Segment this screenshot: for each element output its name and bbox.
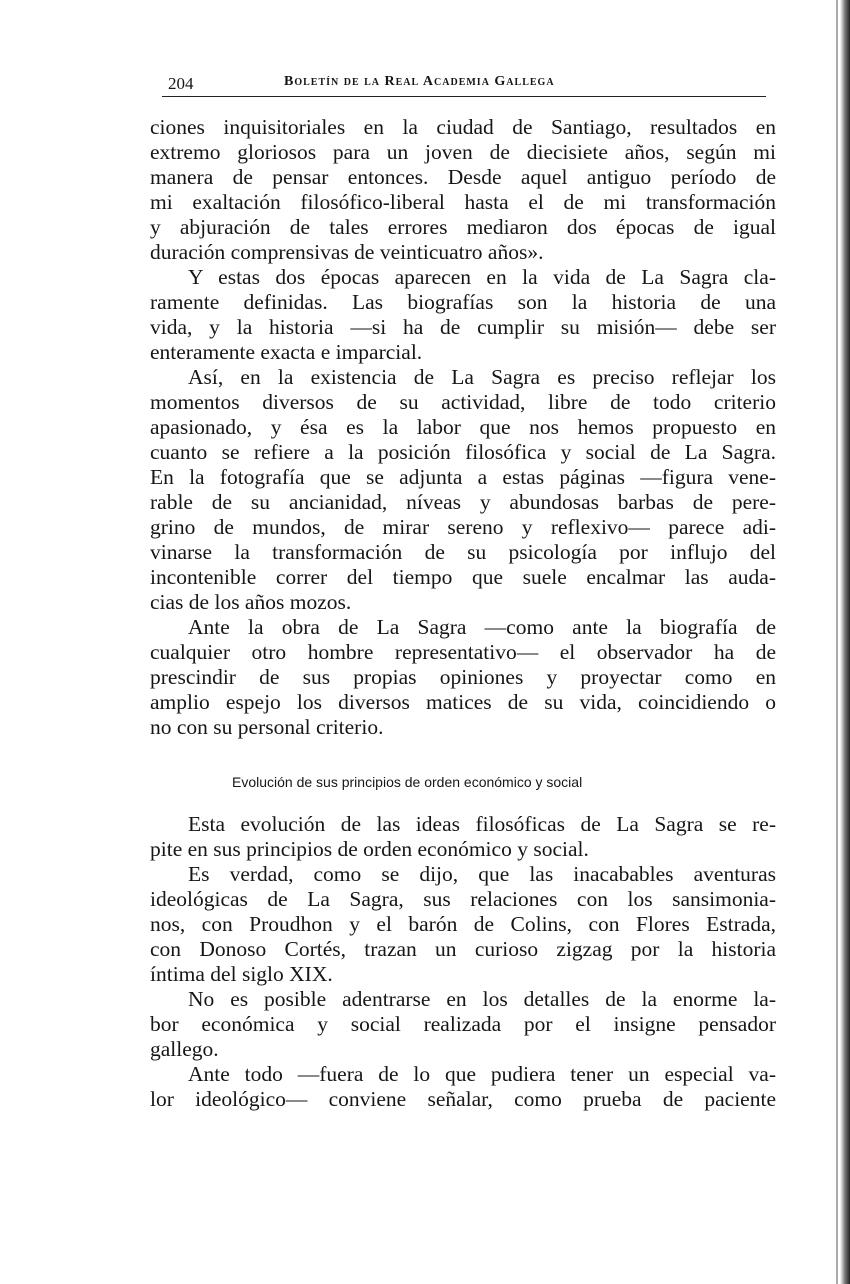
text-line: mi exaltación filosófico-liberal hasta el de mi transformación xyxy=(150,190,776,214)
text-line: vida, y la historia —si ha de cumplir su misión— debe ser xyxy=(150,315,776,339)
paragraphs-bottom xyxy=(150,812,776,1112)
text-line: Es verdad, como se dijo, que las inacabables aventuras xyxy=(188,862,776,886)
paragraph xyxy=(150,365,776,615)
text-line: pite en sus principios de orden económico y social. xyxy=(150,837,589,861)
text-line: Ante la obra de La Sagra —como ante la biografía de xyxy=(188,615,776,639)
section-heading: Evolución de sus principios de orden económico y social xyxy=(232,774,583,790)
paragraph xyxy=(150,615,776,740)
paragraph xyxy=(150,862,776,987)
text-line: No es posible adentrarse en los detalles de la enorme la- xyxy=(188,987,776,1011)
text-line: Esta evolución de las ideas filosóficas de La Sagra se re- xyxy=(188,812,776,836)
paragraph xyxy=(150,115,776,265)
text-line: íntima del siglo XIX. xyxy=(150,962,333,986)
text-line: duración comprensivas de veinticuatro años». xyxy=(150,240,544,264)
text-line: con Donoso Cortés, trazan un curioso zigzag por la historia xyxy=(150,937,776,961)
text-line: no con su personal criterio. xyxy=(150,715,384,739)
paragraph xyxy=(150,1062,776,1112)
body-text xyxy=(150,115,776,1112)
text-line: grino de mundos, de mirar sereno y reflexivo— parece adi- xyxy=(150,515,776,539)
text-line: manera de pensar entonces. Desde aquel antiguo período de xyxy=(150,165,776,189)
text-line: Así, en la existencia de La Sagra es preciso reflejar los xyxy=(188,365,776,389)
text-line: amplio espejo los diversos matices de su vida, coincidiendo o xyxy=(150,690,776,714)
text-line: rable de su ancianidad, níveas y abundosas barbas de pere- xyxy=(150,490,776,514)
text-line: ramente definidas. Las biografías son la historia de una xyxy=(150,290,776,314)
text-line: y abjuración de tales errores mediaron dos épocas de igual xyxy=(150,215,776,239)
paragraph xyxy=(150,987,776,1062)
text-line: prescindir de sus propias opiniones y proyectar como en xyxy=(150,665,776,689)
text-line: Ante todo —fuera de lo que pudiera tener un especial va- xyxy=(188,1062,776,1086)
text-line: cias de los años mozos. xyxy=(150,590,352,614)
paragraphs-top xyxy=(150,115,776,740)
text-line: enteramente exacta e imparcial. xyxy=(150,340,423,364)
text-line: lor ideológico— conviene señalar, como prueba de paciente xyxy=(150,1087,776,1111)
paragraph xyxy=(150,265,776,365)
text-line: extremo gloriosos para un joven de diecisiete años, según mi xyxy=(150,140,776,164)
text-line: vinarse la transformación de su psicología por influjo del xyxy=(150,540,776,564)
text-line: Y estas dos épocas aparecen en la vida de La Sagra cla- xyxy=(188,265,776,289)
text-line: En la fotografía que se adjunta a estas páginas —figura vene- xyxy=(150,465,776,489)
text-line: bor económica y social realizada por el insigne pensador xyxy=(150,1012,776,1036)
running-head: Boletín de la Real Academia Gallega xyxy=(284,74,555,89)
text-line: ciones inquisitoriales en la ciudad de Santiago, resultados en xyxy=(150,115,776,139)
page-edge-shadow xyxy=(840,0,850,1284)
text-line: cuanto se refiere a la posición filosófica y social de La Sagra. xyxy=(150,440,776,464)
header-rule xyxy=(162,96,766,97)
text-line: gallego. xyxy=(150,1037,219,1061)
text-line: momentos diversos de su actividad, libre de todo criterio xyxy=(150,390,776,414)
page-number: 204 xyxy=(168,74,194,93)
text-line: incontenible correr del tiempo que suele encalmar las auda- xyxy=(150,565,776,589)
paragraph xyxy=(150,812,776,862)
text-line: cualquier otro hombre representativo— el observador ha de xyxy=(150,640,776,664)
page-edge-line xyxy=(836,0,838,1284)
text-line: ideológicas de La Sagra, sus relaciones con los sansimonia- xyxy=(150,887,776,911)
text-line: nos, con Proudhon y el barón de Colins, con Flores Estrada, xyxy=(150,912,776,936)
text-line: apasionado, y ésa es la labor que nos hemos propuesto en xyxy=(150,415,776,439)
